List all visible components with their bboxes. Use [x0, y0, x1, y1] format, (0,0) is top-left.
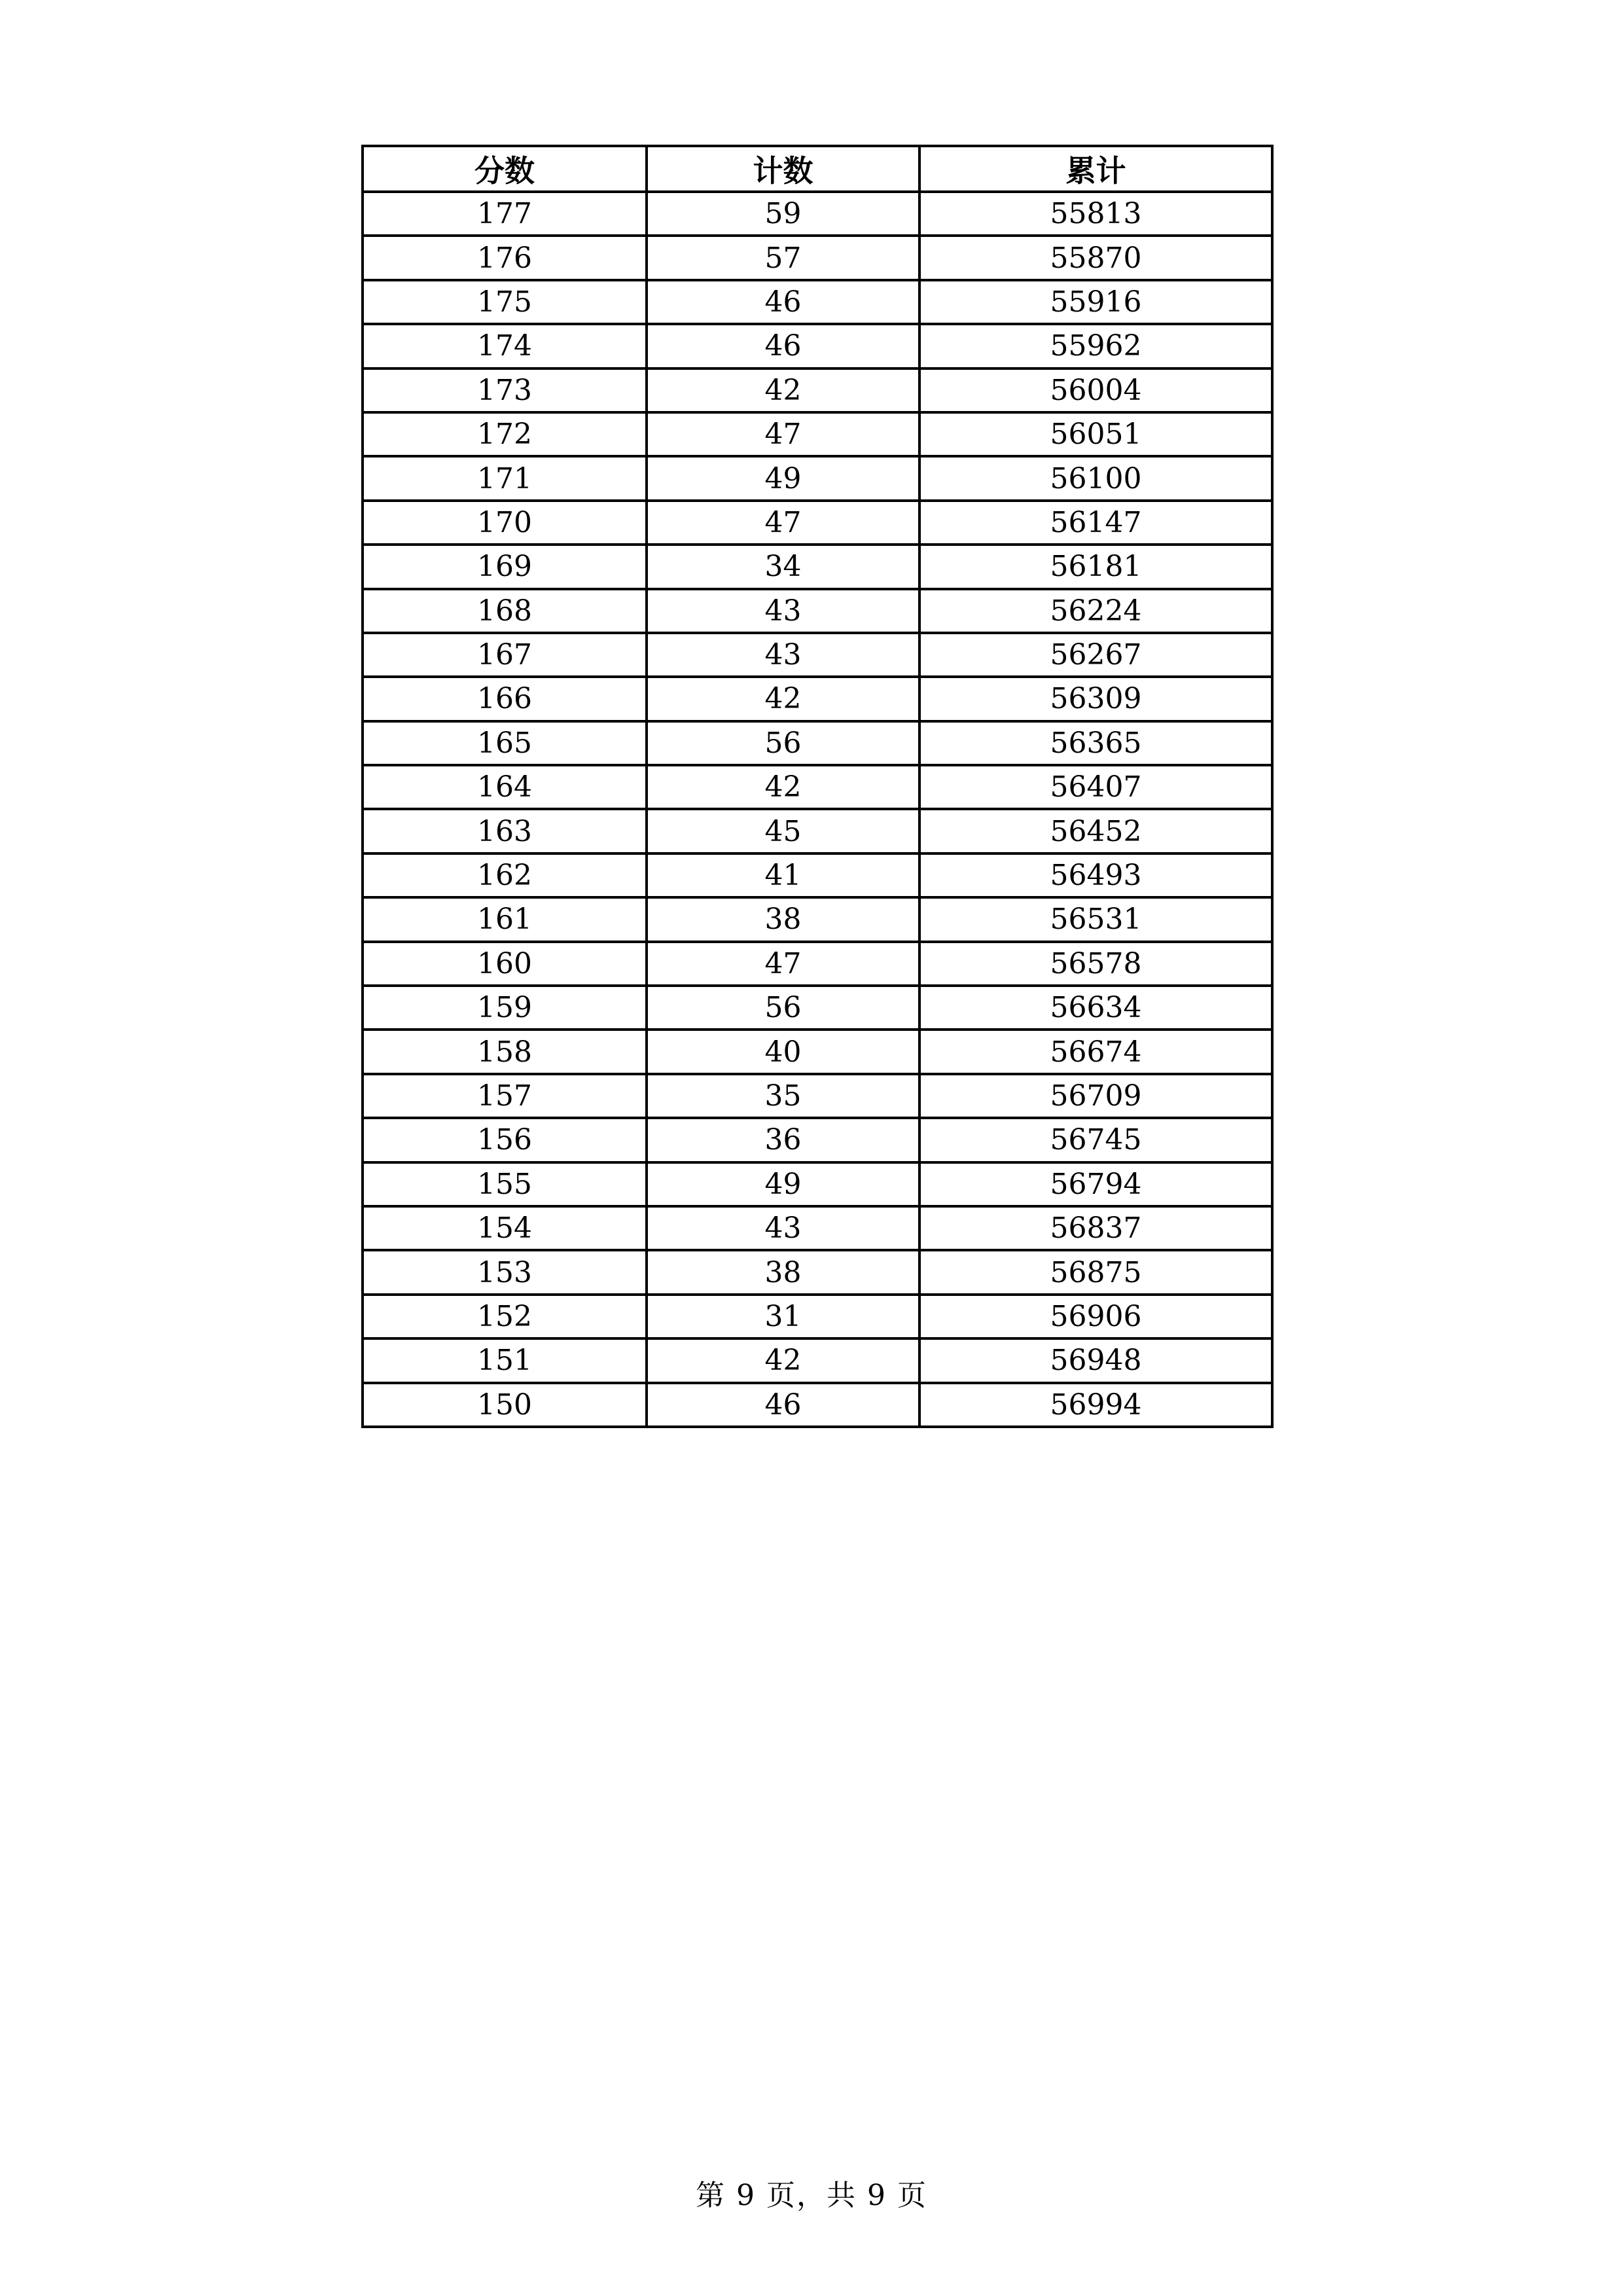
table-row — [363, 721, 1272, 765]
table-row — [363, 853, 1272, 897]
cell-cumulative: 56493 — [919, 853, 1272, 897]
table-row — [363, 1295, 1272, 1338]
cell-score: 166 — [363, 677, 647, 721]
cell-cumulative: 56267 — [919, 633, 1272, 677]
cell-score: 155 — [363, 1162, 647, 1206]
cell-score: 173 — [363, 368, 647, 412]
cell-score: 161 — [363, 897, 647, 941]
cell-score: 168 — [363, 589, 647, 633]
table-row — [363, 545, 1272, 588]
cell-score: 151 — [363, 1338, 647, 1382]
cell-cumulative: 56709 — [919, 1074, 1272, 1118]
score-distribution-table — [361, 145, 1274, 1428]
table-row — [363, 942, 1272, 986]
table-row — [363, 456, 1272, 500]
cell-score: 171 — [363, 456, 647, 500]
cell-score: 156 — [363, 1118, 647, 1162]
cell-score: 150 — [363, 1383, 647, 1427]
cell-score: 177 — [363, 192, 647, 236]
table-row — [363, 633, 1272, 677]
cell-count: 56 — [647, 721, 919, 765]
table-row — [363, 1206, 1272, 1250]
cell-count: 42 — [647, 368, 919, 412]
cell-cumulative: 56224 — [919, 589, 1272, 633]
cell-count: 46 — [647, 1383, 919, 1427]
cell-cumulative: 55962 — [919, 324, 1272, 368]
cell-count: 59 — [647, 192, 919, 236]
cell-count: 57 — [647, 236, 919, 279]
cell-cumulative: 56100 — [919, 456, 1272, 500]
cell-score: 169 — [363, 545, 647, 588]
cell-count: 31 — [647, 1295, 919, 1338]
cell-score: 172 — [363, 412, 647, 456]
cell-count: 46 — [647, 280, 919, 324]
table-row — [363, 1074, 1272, 1118]
cell-cumulative: 56906 — [919, 1295, 1272, 1338]
cell-count: 47 — [647, 412, 919, 456]
cell-score: 154 — [363, 1206, 647, 1250]
table-row — [363, 1162, 1272, 1206]
table-row — [363, 412, 1272, 456]
cell-count: 45 — [647, 809, 919, 853]
cell-cumulative: 56181 — [919, 545, 1272, 588]
cell-score: 163 — [363, 809, 647, 853]
table-row — [363, 280, 1272, 324]
cell-count: 42 — [647, 765, 919, 809]
cell-score: 174 — [363, 324, 647, 368]
cell-cumulative: 56365 — [919, 721, 1272, 765]
cell-score: 165 — [363, 721, 647, 765]
cell-count: 41 — [647, 853, 919, 897]
table-row — [363, 1250, 1272, 1294]
table-row — [363, 236, 1272, 279]
cell-count: 43 — [647, 1206, 919, 1250]
cell-count: 42 — [647, 1338, 919, 1382]
cell-cumulative: 55916 — [919, 280, 1272, 324]
table-row — [363, 324, 1272, 368]
cell-count: 56 — [647, 986, 919, 1030]
cell-score: 160 — [363, 942, 647, 986]
cell-cumulative: 56745 — [919, 1118, 1272, 1162]
cell-count: 35 — [647, 1074, 919, 1118]
table-header-row — [363, 146, 1272, 192]
table-row — [363, 1118, 1272, 1162]
cell-count: 49 — [647, 1162, 919, 1206]
cell-cumulative: 56004 — [919, 368, 1272, 412]
cell-score: 167 — [363, 633, 647, 677]
cell-count: 34 — [647, 545, 919, 588]
cell-count: 42 — [647, 677, 919, 721]
cell-count: 46 — [647, 324, 919, 368]
table-row — [363, 192, 1272, 236]
cell-cumulative: 56794 — [919, 1162, 1272, 1206]
table-row — [363, 1338, 1272, 1382]
cell-score: 162 — [363, 853, 647, 897]
cell-score: 153 — [363, 1250, 647, 1294]
cell-score: 175 — [363, 280, 647, 324]
header-score: 分数 — [363, 146, 647, 192]
cell-cumulative: 55870 — [919, 236, 1272, 279]
cell-cumulative: 56634 — [919, 986, 1272, 1030]
header-count: 计数 — [647, 146, 919, 192]
cell-count: 43 — [647, 633, 919, 677]
table-row — [363, 677, 1272, 721]
table-row — [363, 1383, 1272, 1427]
cell-score: 176 — [363, 236, 647, 279]
header-cumulative: 累计 — [919, 146, 1272, 192]
cell-cumulative: 56452 — [919, 809, 1272, 853]
cell-score: 170 — [363, 501, 647, 545]
table-row — [363, 501, 1272, 545]
cell-cumulative: 56837 — [919, 1206, 1272, 1250]
table-row — [363, 809, 1272, 853]
cell-count: 47 — [647, 942, 919, 986]
cell-count: 36 — [647, 1118, 919, 1162]
cell-score: 158 — [363, 1030, 647, 1073]
table-row — [363, 986, 1272, 1030]
cell-cumulative: 56147 — [919, 501, 1272, 545]
cell-count: 47 — [647, 501, 919, 545]
cell-cumulative: 56051 — [919, 412, 1272, 456]
cell-cumulative: 56309 — [919, 677, 1272, 721]
table-body — [363, 192, 1272, 1427]
cell-count: 49 — [647, 456, 919, 500]
cell-cumulative: 56578 — [919, 942, 1272, 986]
cell-cumulative: 56948 — [919, 1338, 1272, 1382]
table-row — [363, 897, 1272, 941]
cell-cumulative: 56875 — [919, 1250, 1272, 1294]
cell-score: 157 — [363, 1074, 647, 1118]
cell-count: 38 — [647, 897, 919, 941]
cell-score: 164 — [363, 765, 647, 809]
table-row — [363, 589, 1272, 633]
table-row — [363, 368, 1272, 412]
cell-count: 43 — [647, 589, 919, 633]
cell-cumulative: 56531 — [919, 897, 1272, 941]
cell-cumulative: 56407 — [919, 765, 1272, 809]
page-number-footer: 第 9 页，共 9 页 — [696, 2179, 927, 2212]
cell-count: 38 — [647, 1250, 919, 1294]
table-row — [363, 765, 1272, 809]
cell-cumulative: 56994 — [919, 1383, 1272, 1427]
cell-cumulative: 55813 — [919, 192, 1272, 236]
table-row — [363, 1030, 1272, 1073]
cell-count: 40 — [647, 1030, 919, 1073]
cell-cumulative: 56674 — [919, 1030, 1272, 1073]
cell-score: 152 — [363, 1295, 647, 1338]
cell-score: 159 — [363, 986, 647, 1030]
